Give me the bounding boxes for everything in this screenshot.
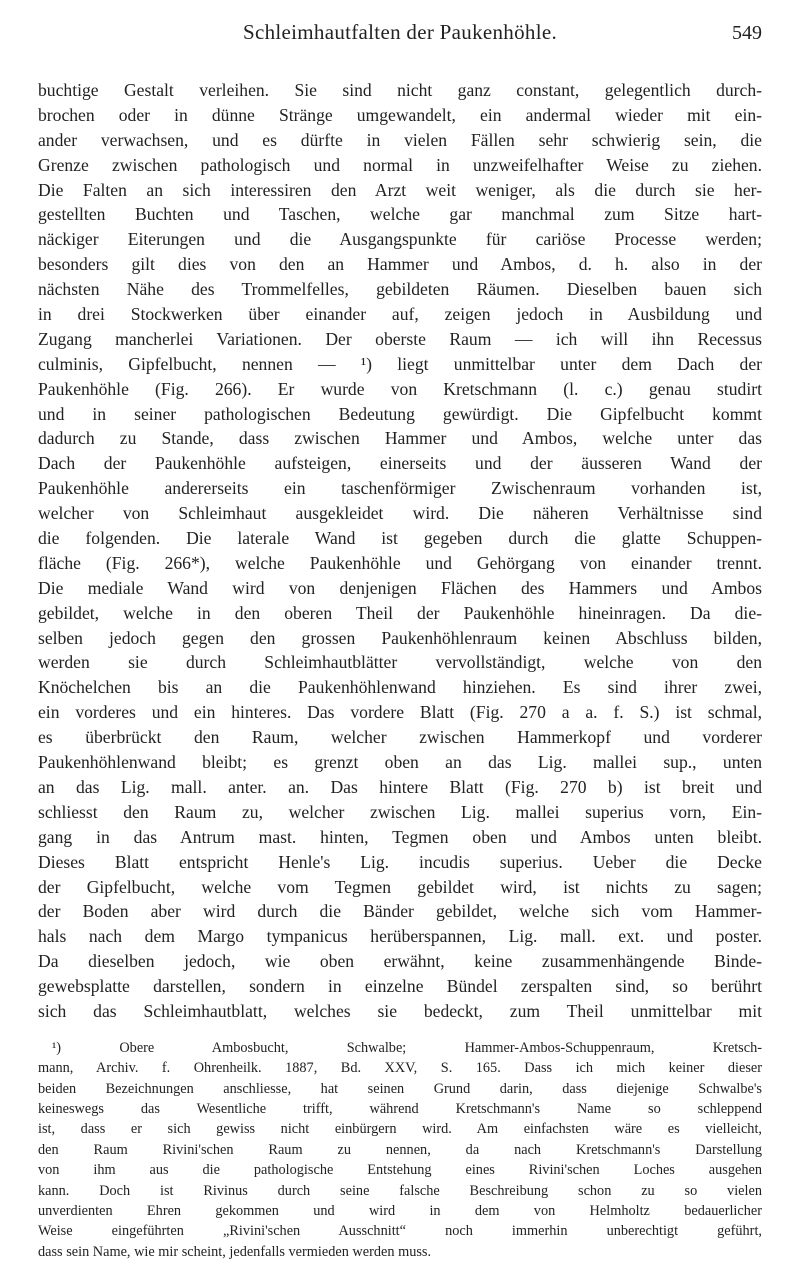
text-line: dadurch zu Stande, dass zwischen Hammer und Ambos, welche unter das (38, 428, 762, 449)
text-line: Zugang mancherlei Variationen. Der oberste Raum — ich will ihn Recessus (38, 328, 762, 349)
text-line: es überbrückt den Raum, welcher zwischen Hammerkopf und vorderer (38, 727, 762, 748)
text-line: Die Falten an sich interessiren den Arzt weit weniger, als die durch sie her- (38, 179, 762, 200)
text-line: gebildet, welche in den oberen Theil der Paukenhöhle hineinragen. Da die- (38, 602, 762, 623)
text-line: Grenze zwischen pathologisch und normal in unzweifelhafter Weise zu ziehen. (38, 154, 762, 175)
text-line: ander verwachsen, und es dürfte in vielen Fällen sehr schwierig sein, die (38, 129, 762, 150)
page-number: 549 (732, 22, 762, 44)
text-line: fläche (Fig. 266*), welche Paukenhöhle und Gehörgang von einander trennt. (38, 552, 762, 573)
text-line: Knöchelchen bis an die Paukenhöhlenwand hinziehen. Es sind ihrer zwei, (38, 677, 762, 698)
text-line: welcher von Schleimhaut ausgekleidet wird. Die näheren Verhältnisse sind (38, 503, 762, 524)
text-line: gang in das Antrum mast. hinten, Tegmen oben und Ambos unten bleibt. (38, 826, 762, 847)
text-line: nächsten Nähe des Trommelfelles, gebildeten Räumen. Dieselben bauen sich (38, 279, 762, 300)
footnote-line: mann, Archiv. f. Ohrenheilk. 1887, Bd. XXV, S. 165. Dass ich mich keiner dieser (38, 1060, 762, 1077)
text-line: gewebsplatte darstellen, sondern in einzelne Bündel zerspalten sind, so berührt (38, 976, 762, 997)
footnote-line: keineswegs das Wesentliche trifft, während Kretschmann's Name so schleppend (38, 1101, 762, 1118)
text-line: Die mediale Wand wird von denjenigen Flächen des Hammers und Ambos (38, 577, 762, 598)
footnote-line: von ihm aus die pathologische Entstehung eines Rivini'schen Loches ausgehen (38, 1162, 762, 1179)
footnote-line: dass sein Name, wie mir scheint, jedenfalls vermieden werden muss. (38, 1243, 432, 1260)
text-line: Paukenhöhlenwand bleibt; es grenzt oben an das Lig. mallei sup., unten (38, 752, 762, 773)
text-line: die folgenden. Die laterale Wand ist gegeben durch die glatte Schuppen- (38, 528, 762, 549)
text-line: Paukenhöhle andererseits ein taschenförmiger Zwischenraum vorhanden ist, (38, 478, 762, 499)
footnote-line: beiden Bezeichnungen anschliesse, hat seinen Grund darin, dass diejenige Schwalbe's (38, 1080, 762, 1097)
footnotes (38, 1038, 762, 1262)
text-line: sich das Schleimhautblatt, welches sie bedeckt, zum Theil unmittelbar mit (38, 1000, 762, 1021)
text-line: buchtige Gestalt verleihen. Sie sind nicht ganz constant, gelegentlich durch- (38, 80, 762, 100)
book-page (38, 0, 762, 1286)
footnote-line: unverdienten Ehren gekommen und wird in dem von Helmholtz bedauerlicher (38, 1202, 762, 1219)
running-header (38, 0, 762, 50)
footnote-line: den Raum Rivini'schen Raum zu nennen, da nach Kretschmann's Darstellung (38, 1141, 762, 1158)
text-line: und in seiner pathologischen Bedeutung gewürdigt. Die Gipfelbucht kommt (38, 403, 762, 424)
text-line: der Boden aber wird durch die Bänder gebildet, welche sich vom Hammer- (38, 901, 762, 922)
text-line: an das Lig. mall. anter. an. Das hintere Blatt (Fig. 270 b) ist breit und (38, 776, 762, 797)
footnote-line: Weise eingeführten „Rivini'schen Ausschnitt“ noch immerhin unberechtigt geführt, (38, 1223, 762, 1240)
text-line: in drei Stockwerken über einander auf, zeigen jedoch in Ausbildung und (38, 304, 762, 325)
text-line: selben jedoch gegen den grossen Paukenhöhlenraum keinen Abschluss bilden, (38, 627, 762, 648)
text-line: näckiger Eiterungen und die Ausgangspunkte für cariöse Processe werden; (38, 229, 762, 250)
text-line: schliesst den Raum zu, welcher zwischen Lig. mallei superius vorn, Ein- (38, 801, 762, 822)
text-line: culminis, Gipfelbucht, nennen — ¹) liegt unmittelbar unter dem Dach der (38, 353, 762, 374)
footnote-line: kann. Doch ist Rivinus durch seine falsche Beschreibung schon zu so vielen (38, 1182, 762, 1199)
body-text (38, 78, 762, 1024)
header-title: Schleimhautfalten der Paukenhöhle. (242, 20, 558, 44)
text-line: Dach der Paukenhöhle aufsteigen, einerseits und der äusseren Wand der (38, 453, 762, 474)
text-line: gestellten Buchten und Taschen, welche gar manchmal zum Sitze hart- (38, 204, 762, 225)
footnote-line: ¹) Obere Ambosbucht, Schwalbe; Hammer-Ambos-Schuppenraum, Kretsch- (52, 1039, 762, 1056)
text-line: hals nach dem Margo tympanicus herüberspannen, Lig. mall. ext. und poster. (38, 926, 762, 947)
text-line: Paukenhöhle (Fig. 266). Er wurde von Kretschmann (l. c.) genau studirt (38, 378, 762, 399)
text-line: besonders gilt dies von den an Hammer und Ambos, d. h. also in der (38, 254, 762, 275)
text-line: der Gipfelbucht, welche vom Tegmen gebildet wird, ist nichts zu sagen; (38, 876, 762, 897)
footnote-line: ist, dass er sich gewiss nicht einbürgern wird. Am einfachsten wäre es vielleicht, (38, 1121, 762, 1138)
text-line: brochen oder in dünne Stränge umgewandelt, ein andermal wieder mit ein- (38, 104, 762, 125)
text-line: ein vorderes und ein hinteres. Das vordere Blatt (Fig. 270 a a. f. S.) ist schmal, (38, 702, 762, 723)
text-line: Da dieselben jedoch, wie oben erwähnt, keine zusammenhängende Binde- (38, 951, 762, 972)
text-line: Dieses Blatt entspricht Henle's Lig. incudis superius. Ueber die Decke (38, 851, 762, 872)
text-line: werden sie durch Schleimhautblätter vervollständigt, welche von den (38, 652, 762, 673)
